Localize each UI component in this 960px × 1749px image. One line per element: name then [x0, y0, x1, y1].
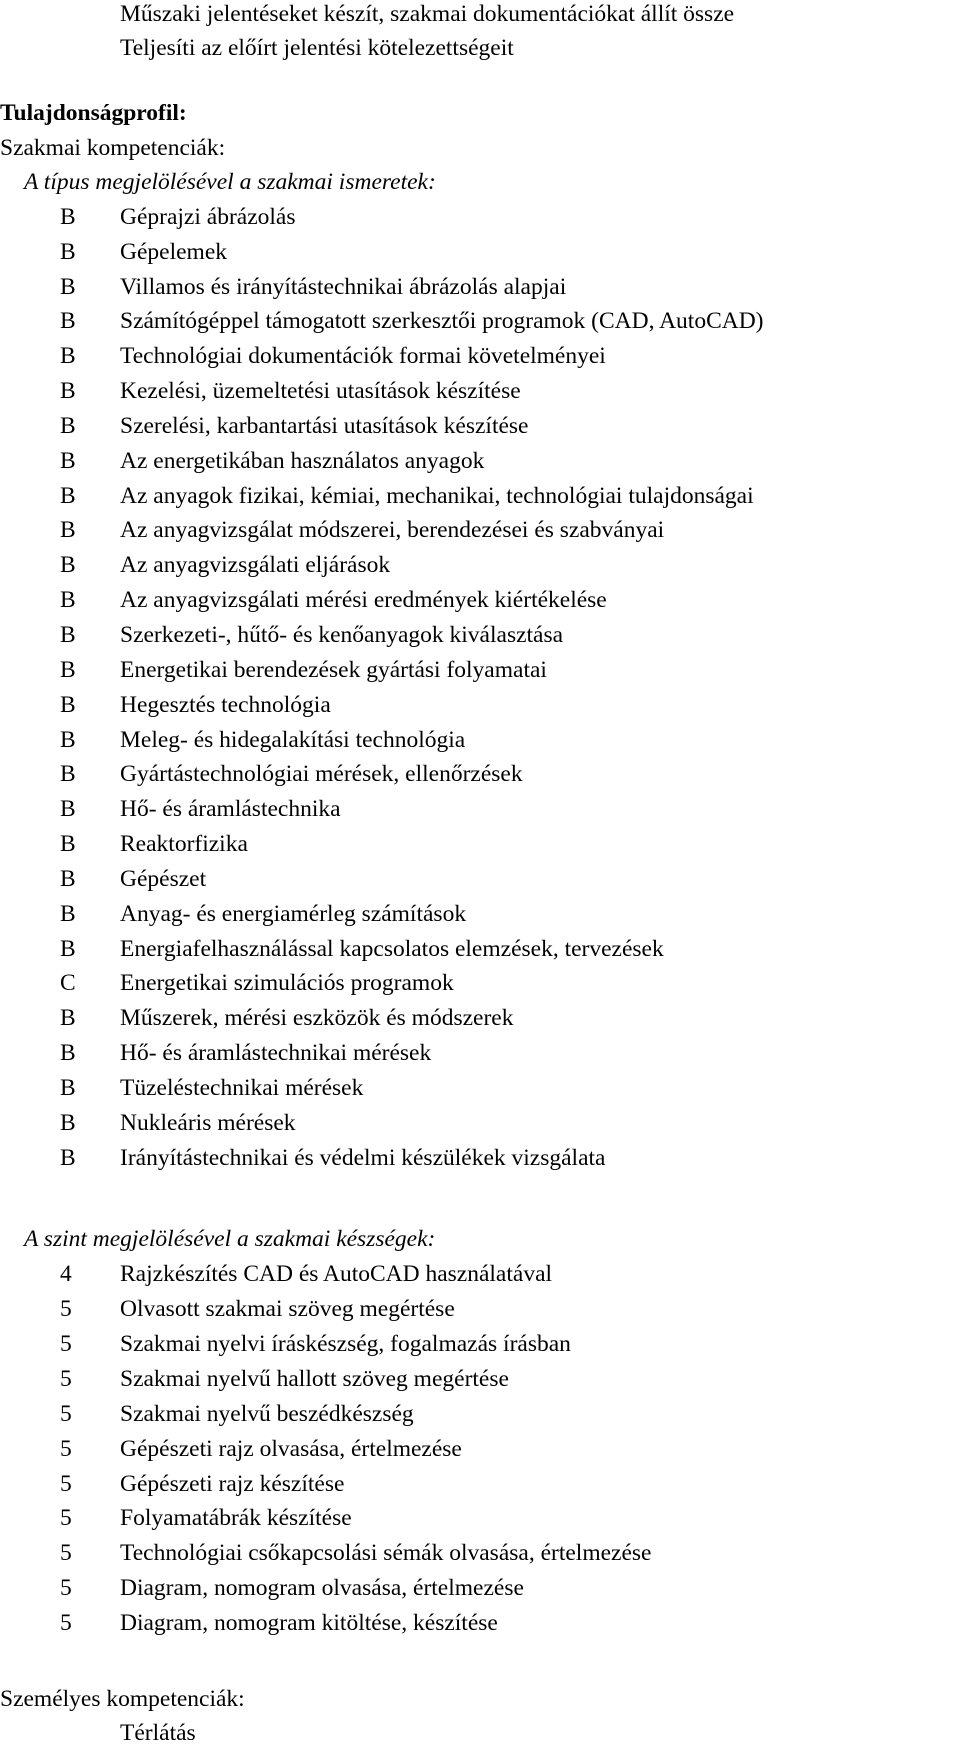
intro-line: Műszaki jelentéseket készít, szakmai dokumentációkat állít össze	[120, 1, 735, 27]
knowledge-type-code: B	[60, 1040, 76, 1066]
skill-text: Folyamatábrák készítése	[120, 1505, 352, 1531]
skill-text: Szakmai nyelvű beszédkészség	[120, 1401, 414, 1427]
knowledge-text: Géprajzi ábrázolás	[120, 204, 296, 230]
knowledge-type-code: B	[60, 587, 76, 613]
skill-text: Technológiai csőkapcsolási sémák olvasása, értelmezése	[120, 1540, 652, 1566]
knowledge-text: Az anyagvizsgálati eljárások	[120, 552, 391, 578]
skill-level: 5	[60, 1366, 72, 1392]
knowledge-text: Reaktorfizika	[120, 831, 248, 857]
knowledge-type-code: B	[60, 901, 76, 927]
knowledge-type-code: B	[60, 936, 76, 962]
knowledge-type-code: B	[60, 866, 76, 892]
knowledge-text: Hő- és áramlástechnika	[120, 796, 341, 822]
knowledge-type-code: B	[60, 727, 76, 753]
skill-level: 4	[60, 1261, 72, 1287]
knowledge-text: Hegesztés technológia	[120, 692, 331, 718]
knowledge-text: Energetikai berendezések gyártási folyamatai	[120, 657, 547, 683]
knowledge-type-code: B	[60, 274, 76, 300]
knowledge-type-code: B	[60, 831, 76, 857]
skill-level: 5	[60, 1331, 72, 1357]
skill-level: 5	[60, 1505, 72, 1531]
knowledge-type-code: B	[60, 761, 76, 787]
skill-level: 5	[60, 1296, 72, 1322]
personal-item: Térlátás	[120, 1720, 196, 1746]
knowledge-text: Nukleáris mérések	[120, 1110, 296, 1136]
skill-text: Szakmai nyelvi íráskészség, fogalmazás írásban	[120, 1331, 571, 1357]
skill-level: 5	[60, 1471, 72, 1497]
knowledge-text: Tüzeléstechnikai mérések	[120, 1075, 364, 1101]
knowledge-type-code: B	[60, 517, 76, 543]
knowledge-type-code: B	[60, 622, 76, 648]
knowledge-text: Az anyagok fizikai, kémiai, mechanikai, technológiai tulajdonságai	[120, 483, 754, 509]
knowledge-type-code: B	[60, 1145, 76, 1171]
knowledge-text: Gépészet	[120, 866, 207, 892]
skill-text: Diagram, nomogram kitöltése, készítése	[120, 1610, 498, 1636]
personal-competencies-label: Személyes kompetenciák:	[0, 1686, 245, 1712]
knowledge-type-code: B	[60, 204, 76, 230]
knowledge-text: Hő- és áramlástechnikai mérések	[120, 1040, 432, 1066]
knowledge-type-code: B	[60, 378, 76, 404]
knowledge-type-code: C	[60, 970, 76, 996]
knowledge-text: Szerkezeti-, hűtő- és kenőanyagok kiválasztása	[120, 622, 564, 648]
knowledge-type-code: B	[60, 552, 76, 578]
knowledge-text: Gyártástechnológiai mérések, ellenőrzések	[120, 761, 523, 787]
skills-heading: A szint megjelölésével a szakmai készségek:	[24, 1226, 436, 1252]
knowledge-type-code: B	[60, 1075, 76, 1101]
skill-level: 5	[60, 1436, 72, 1462]
knowledge-text: Technológiai dokumentációk formai követelményei	[120, 343, 606, 369]
skill-text: Rajzkészítés CAD és AutoCAD használatával	[120, 1261, 553, 1287]
skill-level: 5	[60, 1610, 72, 1636]
skill-text: Olvasott szakmai szöveg megértése	[120, 1296, 455, 1322]
knowledge-type-code: B	[60, 448, 76, 474]
knowledge-text: Szerelési, karbantartási utasítások készítése	[120, 413, 529, 439]
knowledge-type-code: B	[60, 657, 76, 683]
knowledge-type-code: B	[60, 308, 76, 334]
professional-competencies-label: Szakmai kompetenciák:	[0, 135, 226, 161]
knowledge-text: Műszerek, mérési eszközök és módszerek	[120, 1005, 514, 1031]
knowledge-type-code: B	[60, 1110, 76, 1136]
knowledge-text: Kezelési, üzemeltetési utasítások készítése	[120, 378, 521, 404]
knowledge-text: Az energetikában használatos anyagok	[120, 448, 485, 474]
knowledge-type-code: B	[60, 796, 76, 822]
knowledge-text: Anyag- és energiamérleg számítások	[120, 901, 467, 927]
knowledge-heading: A típus megjelölésével a szakmai ismeretek:	[24, 169, 436, 195]
knowledge-type-code: B	[60, 413, 76, 439]
profile-heading: Tulajdonságprofil:	[0, 100, 187, 126]
knowledge-type-code: B	[60, 692, 76, 718]
skill-text: Gépészeti rajz olvasása, értelmezése	[120, 1436, 462, 1462]
knowledge-text: Az anyagvizsgálati mérési eredmények kiértékelése	[120, 587, 607, 613]
knowledge-type-code: B	[60, 1005, 76, 1031]
knowledge-text: Gépelemek	[120, 239, 228, 265]
knowledge-text: Meleg- és hidegalakítási technológia	[120, 727, 466, 753]
knowledge-type-code: B	[60, 483, 76, 509]
skill-text: Gépészeti rajz készítése	[120, 1471, 345, 1497]
knowledge-text: Az anyagvizsgálat módszerei, berendezései és szabványai	[120, 517, 665, 543]
intro-line: Teljesíti az előírt jelentési kötelezettségeit	[120, 35, 514, 61]
knowledge-type-code: B	[60, 343, 76, 369]
skill-level: 5	[60, 1401, 72, 1427]
knowledge-type-code: B	[60, 239, 76, 265]
knowledge-text: Számítógéppel támogatott szerkesztői programok (CAD, AutoCAD)	[120, 308, 764, 334]
knowledge-text: Villamos és irányítástechnikai ábrázolás alapjai	[120, 274, 567, 300]
knowledge-text: Energiafelhasználással kapcsolatos elemzések, tervezések	[120, 936, 664, 962]
skill-level: 5	[60, 1575, 72, 1601]
skill-level: 5	[60, 1540, 72, 1566]
skill-text: Diagram, nomogram olvasása, értelmezése	[120, 1575, 524, 1601]
knowledge-text: Irányítástechnikai és védelmi készülékek vizsgálata	[120, 1145, 606, 1171]
knowledge-text: Energetikai szimulációs programok	[120, 970, 454, 996]
skill-text: Szakmai nyelvű hallott szöveg megértése	[120, 1366, 509, 1392]
